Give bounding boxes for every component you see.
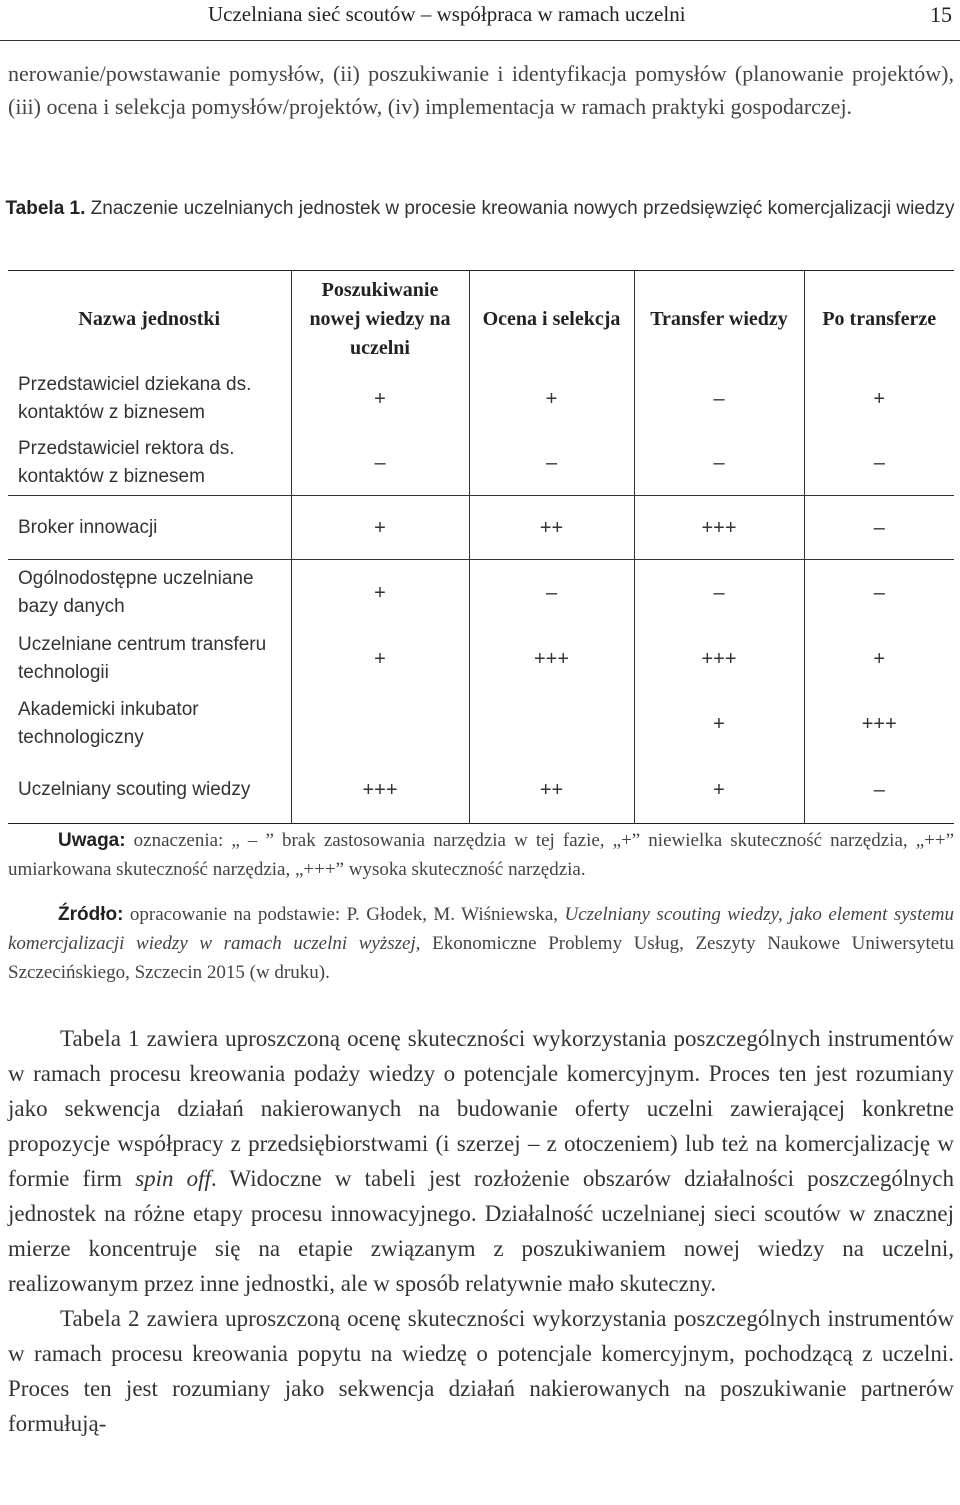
data-table [8, 270, 954, 824]
cell-value: ++ [469, 757, 634, 824]
table-caption-text: Znaczenie uczelnianych jednostek w procesie kreowania nowych przedsięwzięć komercjalizacji wiedzy [90, 198, 955, 219]
table-row [8, 431, 954, 496]
cell-value: +++ [634, 496, 804, 560]
body-paragraph-2: Tabela 2 zawiera uproszczoną ocenę skuteczności wykorzystania poszczególnych instrumentów w ramach procesu kreowania popytu na wiedzę o potencjale komercyjnym, pochodzącą z uczelni. Proces ten jest rozumiany jako sekwencja działań nakierowanych na poszukiwanie partnerów formułują- [8, 1306, 954, 1436]
row-name: Ogólnodostępne uczelniane bazy danych [18, 568, 254, 617]
table-row [8, 691, 954, 757]
cell-value: – [804, 560, 954, 627]
row-name: Uczelniane centrum transferu technologii [18, 633, 267, 683]
cell-value: – [469, 560, 634, 627]
column-header-after-transfer: Po transferze [804, 271, 954, 368]
table-row [8, 626, 954, 691]
cell-value: + [291, 626, 469, 691]
table-row [8, 496, 954, 560]
cell-value: + [291, 496, 469, 560]
cell-value: + [469, 367, 634, 431]
body-text [8, 1021, 954, 1441]
cell-value: + [291, 367, 469, 431]
cell-value: +++ [634, 626, 804, 691]
table-row [8, 757, 954, 824]
row-name: Akademicki inkubator technologiczny [18, 699, 199, 748]
column-header-evaluation: Ocena i selekcja [469, 271, 634, 368]
table-source [8, 900, 954, 987]
body-paragraph-1 [8, 1021, 954, 1301]
cell-value: – [291, 431, 469, 496]
table-note [8, 826, 954, 884]
table-caption-label: Tabela 1. [5, 198, 86, 219]
source-italic-title: Uczelniany scouting wiedzy, jako element systemu komercjalizacji wiedzy w ramach uczelni wyższej [8, 904, 955, 954]
cell-value: – [634, 367, 804, 431]
cell-value: + [804, 626, 954, 691]
row-name: Broker innowacji [8, 496, 291, 560]
paragraph-1-text: Tabela 1 zawiera uproszczoną ocenę skuteczności wykorzystania poszczególnych instrumentów w ramach procesu kreowania podaży wiedzy o potencjale komercyjnym. Proces ten jest rozumiany jako sekwencja działań nakierowanych na budowanie oferty uczelni zawierającej konkretne propozycje współpracy z przedsiębiorstwami (i szerzej – z otoczeniem) lub też na komercjalizację w formie firm [8, 1026, 954, 1191]
cell-value: – [634, 431, 804, 496]
cell-value: – [804, 757, 954, 824]
cell-value: +++ [291, 757, 469, 824]
table-caption [0, 193, 960, 224]
cell-value: – [634, 560, 804, 627]
row-name: Uczelniany scouting wiedzy [18, 779, 251, 800]
source-text: opracowanie na podstawie: P. Głodek, M. Wiśniewska, [129, 904, 559, 925]
column-header-transfer: Transfer wiedzy [634, 271, 804, 368]
table-row [8, 367, 954, 431]
cell-value [469, 691, 634, 757]
cell-value: – [804, 496, 954, 560]
table-header-row [8, 271, 954, 368]
running-header [0, 0, 960, 41]
paragraph-1-italic: spin off [135, 1166, 211, 1191]
cell-value: + [634, 757, 804, 824]
cell-value: + [291, 560, 469, 627]
note-label: Uwaga: [58, 830, 126, 851]
cell-value: + [804, 367, 954, 431]
table-row [8, 560, 954, 627]
source-label: Źródło: [58, 904, 124, 925]
running-title: Uczelniana sieć scoutów – współpraca w ramach uczelni [208, 2, 686, 26]
column-header-search: Poszukiwanie nowej wiedzy na uczelni [291, 271, 469, 368]
source-text-after: , Ekonomiczne Problemy Usług, Zeszyty Naukowe Uniwersytetu Szczecińskiego, Szczecin 2015 (w druku). [8, 933, 954, 983]
paragraph-1-text-after: . Widoczne w tabeli jest rozłożenie obszarów działalności poszczególnych jednostek na różne etapy procesu innowacyjnego. Działalność uczelnianej sieci scoutów w znacznej mierze koncentruje się na etapie związanym z poszukiwaniem nowej wiedzy na uczelni, realizowanym przez inne jednostki, ale w sposób relatywnie mało skuteczny. [8, 1166, 954, 1296]
cell-value: – [804, 431, 954, 496]
cell-value: – [469, 431, 634, 496]
column-header-name: Nazwa jednostki [78, 307, 221, 330]
row-name: Przedstawiciel dziekana ds. kontaktów z biznesem [18, 374, 252, 423]
intro-paragraph: nerowanie/powstawanie pomysłów, (ii) poszukiwanie i identyfikacja pomysłów (planowanie projektów), (iii) ocena i selekcja pomysłów/projektów, (iv) implementacja w ramach praktyki gospodarczej. [8, 61, 954, 119]
cell-value: + [634, 691, 804, 757]
cell-value [291, 691, 469, 757]
note-text: oznaczenia: „ – ” brak zastosowania narzędzia w tej fazie, „+” niewielka skuteczność narzędzia, „++” umiarkowana skuteczność narzędzia, „+++” wysoka skuteczność narzędzia. [8, 830, 954, 880]
page-number: 15 [930, 2, 952, 27]
cell-value: +++ [804, 691, 954, 757]
cell-value: ++ [469, 496, 634, 560]
row-name: Przedstawiciel rektora ds. kontaktów z biznesem [18, 438, 235, 487]
cell-value: +++ [469, 626, 634, 691]
